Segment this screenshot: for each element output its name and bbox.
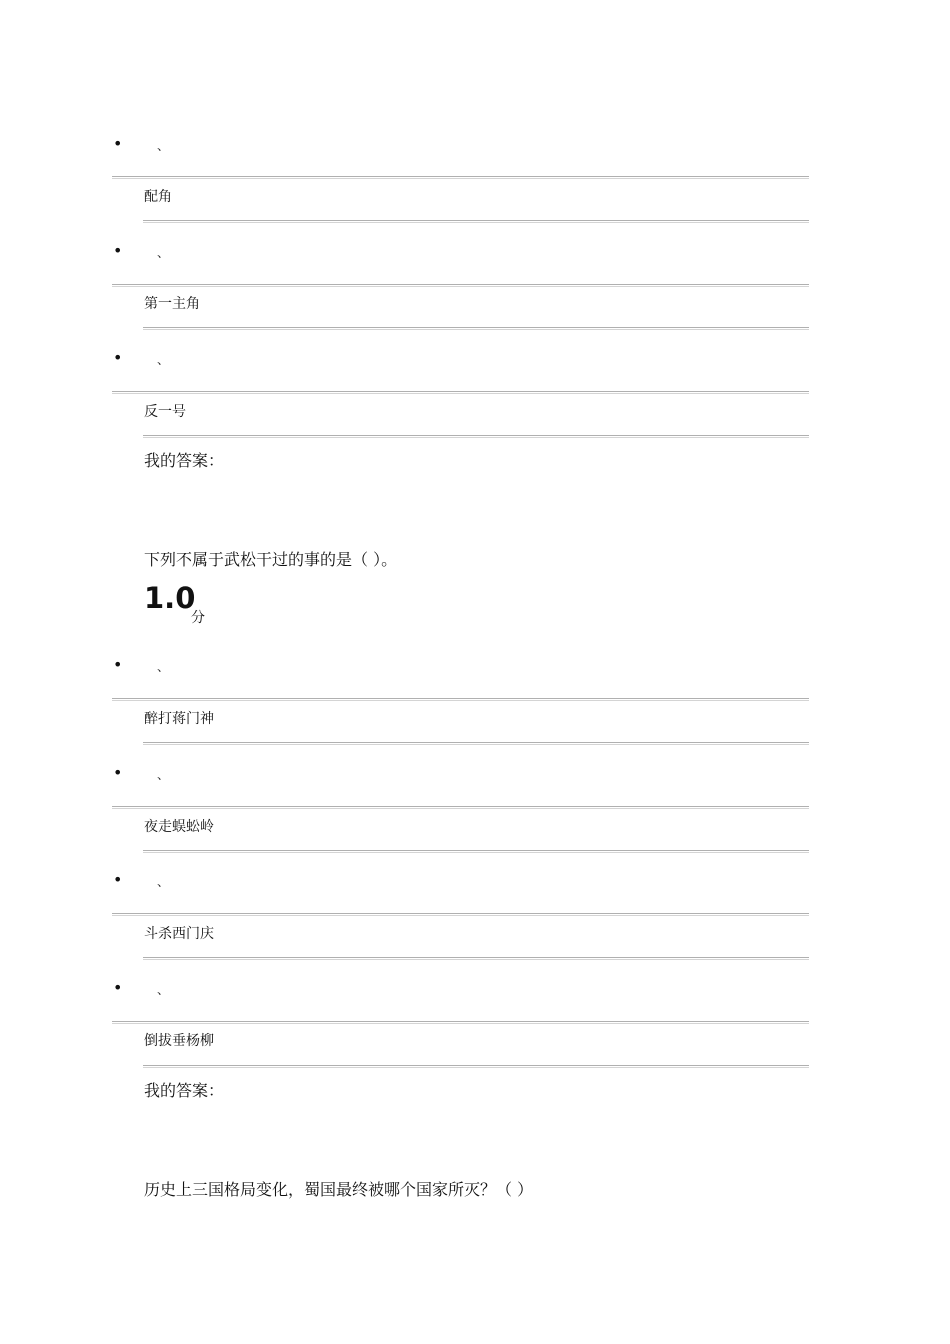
divider <box>143 435 809 438</box>
option-separator: 、 <box>157 983 170 997</box>
my-answer-label: 我的答案： <box>144 451 225 470</box>
divider <box>112 806 809 809</box>
divider <box>143 957 809 960</box>
bullet-icon: • <box>113 655 123 674</box>
option-separator: 、 <box>157 875 170 889</box>
bullet-icon: • <box>113 241 123 260</box>
divider <box>143 220 809 223</box>
bullet-icon: • <box>113 348 123 367</box>
score-unit: 分 <box>191 610 205 626</box>
bullet-icon: • <box>113 134 123 153</box>
option-label[interactable]: 第一主角 <box>144 296 200 312</box>
divider <box>143 850 809 853</box>
divider <box>143 742 809 745</box>
option-label[interactable]: 配角 <box>144 189 172 205</box>
divider <box>112 284 809 287</box>
option-separator: 、 <box>157 139 170 153</box>
option-label[interactable]: 倒拔垂杨柳 <box>144 1033 214 1049</box>
option-separator: 、 <box>157 660 170 674</box>
my-answer-label: 我的答案： <box>144 1081 225 1100</box>
option-label[interactable]: 反一号 <box>144 404 186 420</box>
bullet-icon: • <box>113 978 123 997</box>
option-label[interactable]: 醉打蒋门神 <box>144 711 214 727</box>
option-separator: 、 <box>157 246 170 260</box>
bullet-icon: • <box>113 870 123 889</box>
bullet-icon: • <box>113 763 123 782</box>
divider <box>112 1021 809 1024</box>
divider <box>112 176 809 179</box>
divider <box>112 391 809 394</box>
question-score: 1.0 <box>144 581 196 615</box>
divider <box>143 1065 809 1068</box>
divider <box>112 913 809 916</box>
question-text: 下列不属于武松干过的事的是（ ）。 <box>144 550 398 569</box>
option-label[interactable]: 夜走蜈蚣岭 <box>144 819 214 835</box>
question-text: 历史上三国格局变化，蜀国最终被哪个国家所灭？（ ） <box>144 1180 534 1199</box>
option-separator: 、 <box>157 768 170 782</box>
option-separator: 、 <box>157 353 170 367</box>
option-label[interactable]: 斗杀西门庆 <box>144 926 214 942</box>
divider <box>112 698 809 701</box>
divider <box>143 327 809 330</box>
